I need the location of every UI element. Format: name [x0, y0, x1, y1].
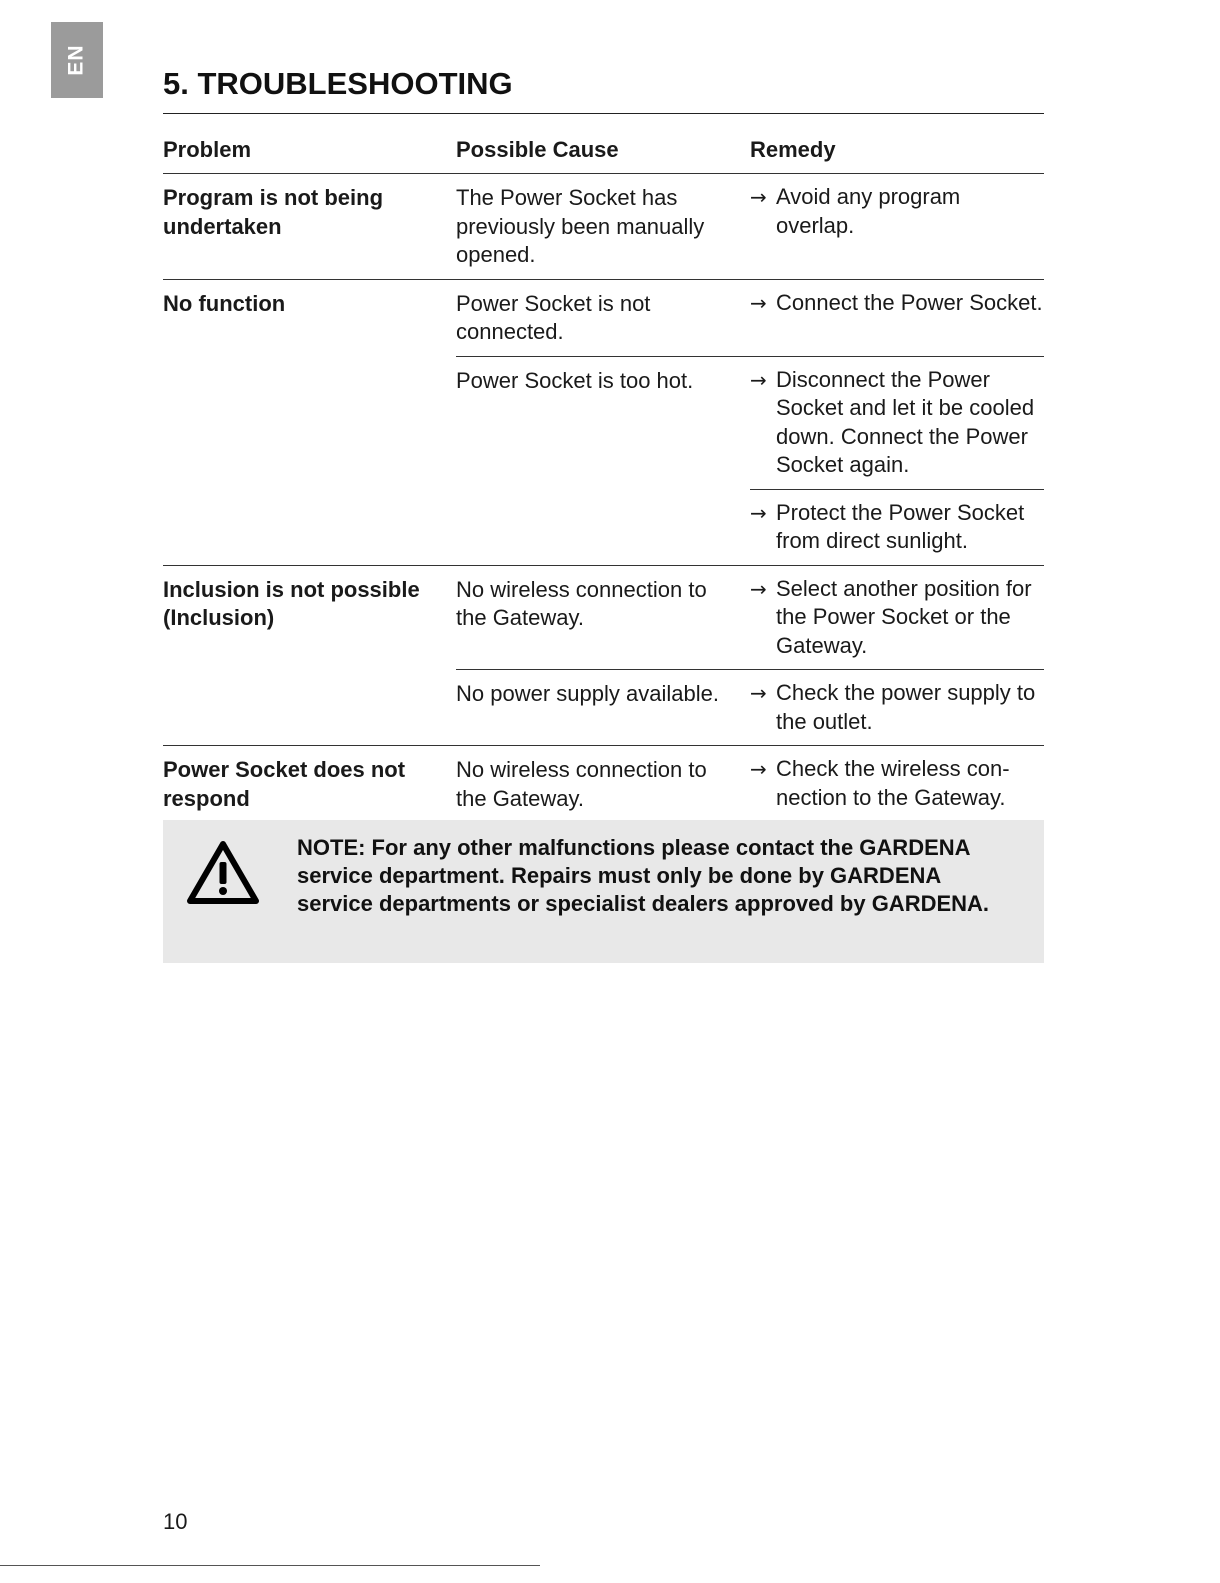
note-text: NOTE: For any other malfunctions please contact the GARDENA service department. Repairs must only be done by GARDENA service departments or specialist dealers approved by GARDENA.	[297, 835, 990, 916]
remedy-item	[750, 174, 1044, 249]
remedy-list	[750, 357, 1044, 565]
cause-cell: No power supply available.	[456, 681, 719, 706]
page-number: 10	[163, 1509, 188, 1534]
remedy-list	[750, 280, 1044, 356]
cause-remedy-pair	[456, 746, 1044, 822]
cause-remedy-pair	[456, 669, 1044, 745]
table-header	[163, 131, 1044, 174]
table-row	[163, 746, 1044, 822]
problem-cell: No function	[163, 290, 286, 316]
remedy-list	[750, 174, 1044, 279]
remedy-text: Disconnect the Power Socket and let it be cooled down. Connect the Power Socket again.	[776, 366, 1035, 477]
problem-cell: Inclusion is not possible (Inclusion)	[163, 576, 420, 630]
warning-triangle-icon	[185, 838, 261, 908]
cause-cell: No wireless connection to the Gateway.	[456, 576, 707, 630]
remedy-list	[750, 670, 1044, 745]
remedy-text: Check the wireless con-nection to the Gateway.	[776, 756, 1010, 810]
remedy-list	[750, 746, 1044, 822]
problem-cell: Program is not being undertaken	[163, 185, 384, 239]
remedy-text: Check the power supply to the outlet.	[776, 680, 1036, 734]
arrow-right-icon: →	[750, 185, 767, 209]
remedy-item	[750, 357, 1044, 489]
cause-remedy-pair	[456, 174, 1044, 279]
language-tab	[51, 22, 103, 98]
cause-group	[456, 280, 1044, 565]
language-tab-label: EN	[65, 44, 88, 76]
cause-cell: No wireless connection to the Gateway.	[456, 757, 707, 811]
remedy-text: Protect the Power Socket from direct sunlight.	[776, 499, 1025, 553]
section-title: 5. TROUBLESHOOTING	[163, 66, 513, 101]
header-cause: Possible Cause	[456, 137, 619, 162]
cause-remedy-pair	[456, 566, 1044, 670]
table-row	[163, 280, 1044, 566]
arrow-right-icon: →	[750, 290, 767, 315]
cause-remedy-pair	[456, 356, 1044, 565]
header-problem: Problem	[163, 137, 252, 162]
remedy-list	[750, 566, 1044, 670]
arrow-right-icon: →	[750, 576, 767, 601]
remedy-item	[750, 280, 1044, 327]
cause-cell: Power Socket is not connected.	[456, 290, 651, 344]
table-row	[163, 174, 1044, 280]
problem-cell: Power Socket does not respond	[163, 757, 406, 811]
table-row	[163, 566, 1044, 747]
title-divider	[163, 113, 1044, 114]
cause-remedy-pair	[456, 280, 1044, 356]
arrow-right-icon: →	[750, 500, 767, 525]
cause-cell: The Power Socket has previously been manually opened.	[456, 185, 705, 267]
remedy-text: Connect the Power Socket.	[776, 289, 1043, 315]
cause-group	[456, 566, 1044, 746]
remedy-text: Select another position for the Power Socket or the Gateway.	[776, 575, 1032, 658]
arrow-right-icon: →	[750, 681, 767, 705]
remedy-item	[750, 746, 1044, 821]
footer-divider	[0, 1565, 540, 1566]
header-remedy: Remedy	[750, 137, 836, 162]
arrow-right-icon: →	[750, 367, 767, 392]
remedy-item	[750, 566, 1044, 670]
cause-cell: Power Socket is too hot.	[456, 367, 694, 393]
arrow-right-icon: →	[750, 757, 767, 781]
remedy-item	[750, 670, 1044, 745]
troubleshooting-table	[163, 131, 1044, 822]
cause-group	[456, 746, 1044, 822]
cause-group	[456, 174, 1044, 279]
note-box	[163, 820, 1044, 963]
remedy-text: Avoid any program overlap.	[776, 184, 961, 238]
remedy-item	[750, 489, 1044, 565]
